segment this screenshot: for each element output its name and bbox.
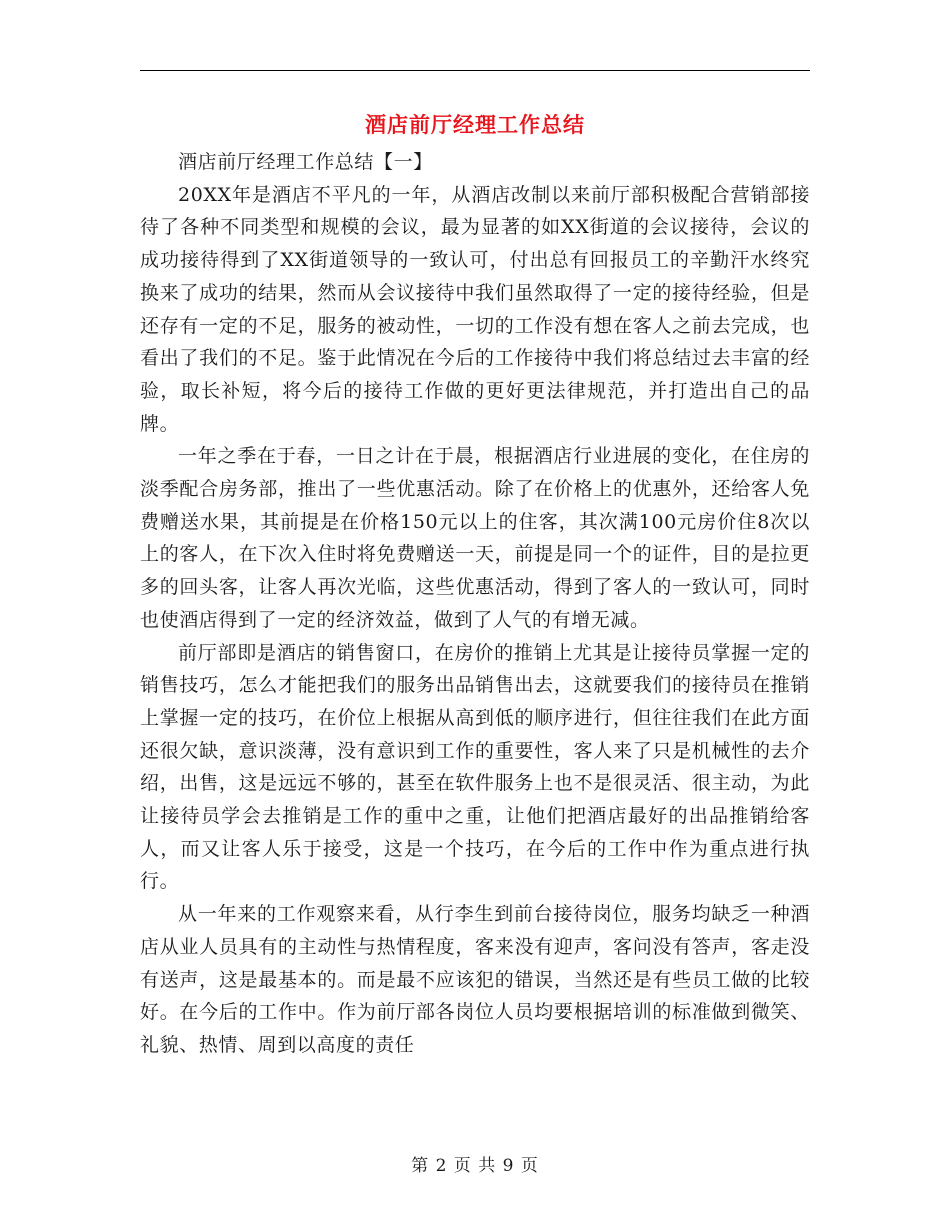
document-body bbox=[140, 146, 810, 1062]
body-paragraph: 前厅部即是酒店的销售窗口，在房价的推销上尤其是让接待员掌握一定的销售技巧，怎么才能把我们的服务出品销售出去，这就要我们的接待员在推销上掌握一定的技巧，在价位上根据从高到低的顺序进行，但往往我们在此方面还很欠缺，意识淡薄，没有意识到工作的重要性，客人来了只是机械性的去介绍，出售，这是远远不够的，甚至在软件服务上也不是很灵活、很主动，为此让接待员学会去推销是工作的重中之重，让他们把酒店最好的出品推销给客人，而又让客人乐于接受，这是一个技巧，在今后的工作中作为重点进行执行。 bbox=[140, 641, 810, 893]
page-footer: 第 2 页 共 9 页 bbox=[411, 1156, 539, 1176]
document-title: 酒店前厅经理工作总结 bbox=[365, 112, 585, 137]
section-heading: 酒店前厅经理工作总结【一】 bbox=[178, 151, 433, 173]
body-paragraph: 从一年来的工作观察来看，从行李生到前台接待岗位，服务均缺乏一种酒店从业人员具有的主动性与热情程度，客来没有迎声，客问没有答声，客走没有送声，这是最基本的。而是最不应该犯的错误，当然还是有些员工做的比较好。在今后的工作中。作为前厅部各岗位人员均要根据培训的标准做到微笑、礼貌、热情、周到以高度的责任 bbox=[140, 903, 810, 1056]
body-paragraph: 20XX年是酒店不平凡的一年，从酒店改制以来前厅部积极配合营销部接待了各种不同类型和规模的会议，最为显著的如XX街道的会议接待，会议的成功接待得到了XX街道领导的一致认可，付出总有回报员工的辛勤汗水终究换来了成功的结果，然而从会议接待中我们虽然取得了一定的接待经验，但是还存有一定的不足，服务的被动性，一切的工作没有想在客人之前去完成，也看出了我们的不足。鉴于此情况在今后的工作接待中我们将总结过去丰富的经验，取长补短，将今后的接待工作做的更好更法律规范，并打造出自己的品牌。 bbox=[140, 183, 810, 435]
header-rule bbox=[140, 70, 810, 71]
body-paragraph: 一年之季在于春，一日之计在于晨，根据酒店行业进展的变化，在住房的淡季配合房务部，推出了一些优惠活动。除了在价格上的优惠外，还给客人免费赠送水果，其前提是在价格150元以上的住客，其次满100元房价住8次以上的客人，在下次入住时将免费赠送一天，前提是同一个的证件，目的是拉更多的回头客，让客人再次光临，这些优惠活动，得到了客人的一致认可，同时也使酒店得到了一定的经济效益，做到了人气的有增无减。 bbox=[140, 445, 810, 631]
